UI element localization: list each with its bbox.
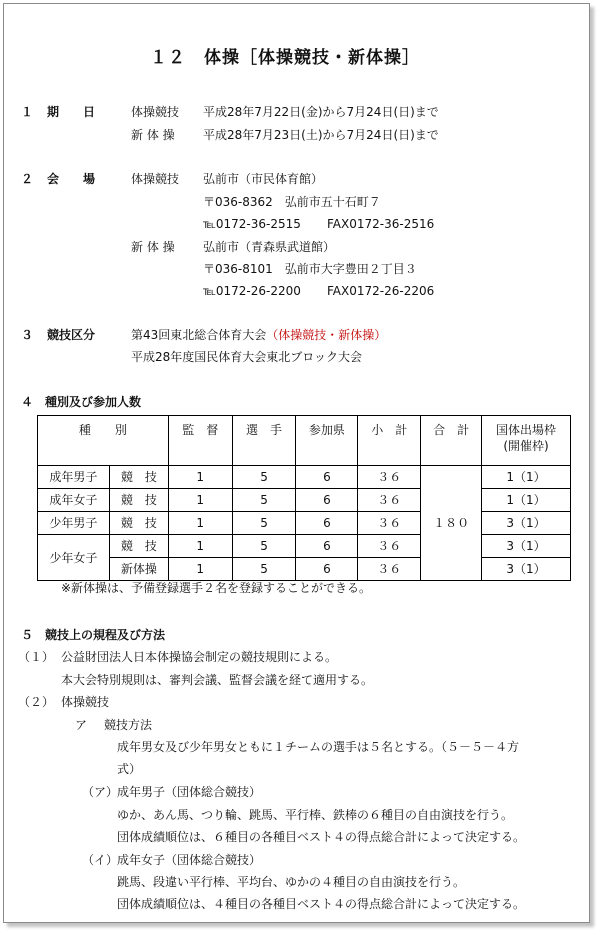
sub-i-women-label: （イ）	[82, 853, 119, 867]
row-player: 5	[232, 466, 296, 489]
row-pref: 6	[296, 466, 358, 489]
document-page	[3, 3, 590, 923]
section-2-label: 会 場	[47, 172, 96, 186]
row-pref: 6	[296, 558, 358, 581]
table-row	[38, 466, 571, 489]
row-quota: 1（1）	[482, 466, 571, 489]
venue-tel: ℡0172-26-2200	[203, 284, 301, 298]
men-line-2: 団体成績順位は、６種目の各種目ベスト４の得点総合計によって決定する。	[117, 830, 526, 844]
header-player: 選 手	[232, 416, 296, 466]
section-2-number: ２	[21, 172, 34, 186]
row-event: 競 技	[109, 489, 168, 512]
row-subtotal: ３６	[358, 558, 421, 581]
row-manager: 1	[168, 535, 232, 558]
table-row	[38, 535, 571, 558]
item-2-label: （２）	[18, 695, 55, 709]
table-note: ※新体操は、予備登録選手２名を登録することができる。	[61, 581, 372, 595]
table-row	[38, 512, 571, 535]
row-pref: 6	[296, 512, 358, 535]
women-line-1: 跳馬、段違い平行棒、平均台、ゆかの４種目の自由演技を行う。	[117, 875, 466, 889]
section-1-label: 期 日	[47, 105, 96, 119]
row-player: 5	[232, 512, 296, 535]
men-line-1: ゆか、あん馬、つり輪、跳馬、平行棒、鉄棒の６種目の自由演技を行う。	[117, 808, 514, 822]
venue-name: 弘前市（市民体育館）	[203, 172, 324, 186]
venue-event: 体操競技	[131, 172, 180, 186]
header-manager: 監 督	[168, 416, 232, 466]
participants-table	[37, 415, 571, 581]
method-line-1: 成年男女及び少年男女ともに１チームの選手は５名とする。（５－５－４方	[117, 740, 520, 754]
section-5-heading: ５ 競技上の規程及び方法	[21, 628, 166, 642]
item-1-line2: 本大会特別規則は、審判会議、監督会議を経て適用する。	[61, 673, 374, 687]
row-subtotal: ３６	[358, 535, 421, 558]
row-category: 少年女子	[38, 535, 110, 581]
venue-address: 〒036-8362 弘前市五十石町７	[203, 195, 381, 209]
row-quota: 3（1）	[482, 512, 571, 535]
table-row	[38, 489, 571, 512]
row-category: 少年男子	[38, 512, 110, 535]
schedule-event: 体操競技	[131, 105, 180, 119]
grand-total: １８０	[421, 466, 482, 581]
row-event: 新体操	[109, 558, 168, 581]
row-player: 5	[232, 535, 296, 558]
schedule-event: 新 体 操	[131, 128, 175, 142]
header-total: 合 計	[421, 416, 482, 466]
header-quota	[482, 416, 571, 466]
competition-block: 平成28年度国民体育大会東北ブロック大会	[131, 350, 363, 364]
row-event: 競 技	[109, 466, 168, 489]
row-event: 競 技	[109, 535, 168, 558]
row-subtotal: ３６	[358, 512, 421, 535]
header-quota-line2: (開催枠)	[503, 439, 549, 453]
section-3-label: 競技区分	[47, 328, 96, 342]
sub-a-label: ア	[75, 718, 88, 732]
competition-events: （体操競技・新体操）	[266, 328, 387, 342]
sub-a-men-text: 成年男子（団体総合競技）	[117, 785, 262, 799]
header-subtotal: 小 計	[358, 416, 421, 466]
row-quota: 3（1）	[482, 535, 571, 558]
item-2-text: 体操競技	[61, 695, 110, 709]
item-1-text: 公益財団法人日本体操協会制定の競技規則による。	[61, 650, 338, 664]
section-3-number: ３	[21, 328, 34, 342]
row-manager: 1	[168, 512, 232, 535]
section-1-number: １	[21, 105, 34, 119]
schedule-date: 平成28年7月22日(金)から7月24日(日)まで	[203, 105, 439, 119]
row-quota: 1（1）	[482, 489, 571, 512]
venue-fax: FAX0172-36-2516	[327, 217, 435, 231]
table-row	[38, 558, 571, 581]
header-quota-line1: 国体出場枠	[496, 423, 557, 437]
competition-title: 第43回東北総合体育大会	[131, 328, 267, 342]
row-manager: 1	[168, 558, 232, 581]
competition-name	[131, 327, 386, 343]
women-line-2: 団体成績順位は、４種目の各種目ベスト４の得点総合計によって決定する。	[117, 897, 526, 911]
row-player: 5	[232, 558, 296, 581]
method-line-2: 式）	[117, 762, 142, 776]
sub-a-text: 競技方法	[104, 718, 153, 732]
row-player: 5	[232, 489, 296, 512]
row-quota: 3（1）	[482, 558, 571, 581]
header-pref: 参加県	[296, 416, 358, 466]
item-1-label: （１）	[18, 650, 55, 664]
sub-i-women-text: 成年女子（団体総合競技）	[117, 853, 262, 867]
row-pref: 6	[296, 489, 358, 512]
row-category: 成年男子	[38, 466, 110, 489]
row-subtotal: ３６	[358, 466, 421, 489]
table-header-row	[38, 416, 571, 466]
venue-fax: FAX0172-26-2206	[327, 284, 435, 298]
venue-address: 〒036-8101 弘前市大字豊田２丁目３	[203, 262, 417, 276]
section-4-heading: ４ 種別及び参加人数	[21, 395, 142, 409]
venue-event: 新 体 操	[131, 240, 175, 254]
row-manager: 1	[168, 466, 232, 489]
schedule-date: 平成28年7月23日(土)から7月24日(日)まで	[203, 128, 439, 142]
page-title: １２ 体操［体操競技・新体操］	[150, 48, 420, 68]
venue-tel: ℡0172-36-2515	[203, 217, 301, 231]
row-subtotal: ３６	[358, 489, 421, 512]
row-manager: 1	[168, 489, 232, 512]
row-event: 競 技	[109, 512, 168, 535]
header-type: 種 別	[38, 416, 169, 466]
sub-a-men-label: （ア）	[82, 785, 119, 799]
venue-name: 弘前市（青森県武道館）	[203, 240, 336, 254]
row-pref: 6	[296, 535, 358, 558]
row-category: 成年女子	[38, 489, 110, 512]
